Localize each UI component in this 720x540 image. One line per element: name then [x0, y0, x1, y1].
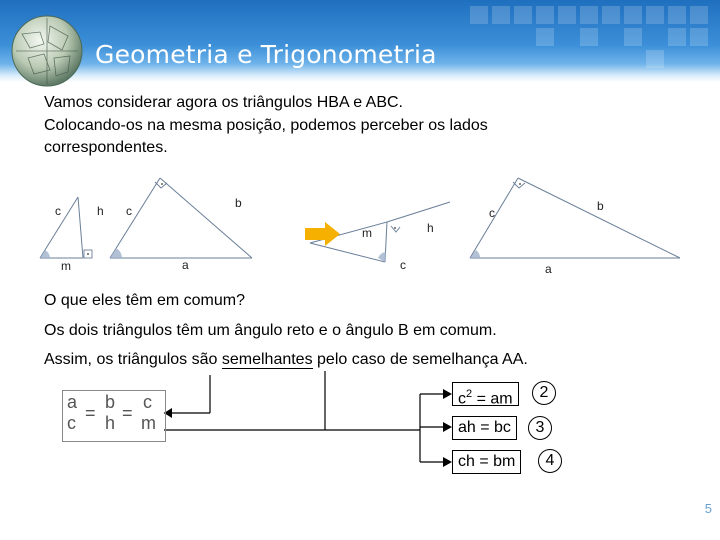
t3-label-m: m	[362, 226, 372, 240]
result-1-post: = am	[472, 390, 513, 408]
conclusion-suffix: pelo caso de semelhança AA.	[312, 351, 528, 368]
result-number-2: 3	[528, 416, 552, 440]
result-2-text: ah = bc	[458, 419, 511, 436]
page-number: 5	[704, 501, 712, 516]
t2-label-a: a	[182, 258, 189, 272]
t4-side-b	[518, 178, 680, 258]
result-1-sup: 2	[466, 388, 473, 400]
t2-label-b: b	[235, 196, 242, 210]
t1-label-m: m	[61, 259, 71, 273]
question-text: O que eles têm em comum?	[44, 292, 245, 309]
ratio-num-3: c	[143, 392, 152, 412]
t4-label-c: c	[489, 206, 495, 220]
t1-label-c: c	[55, 204, 61, 218]
t1-side-h	[78, 197, 83, 258]
ratio-den-2: h	[105, 413, 116, 433]
intro-line-3: correspondentes.	[44, 139, 168, 156]
intro-line-1: Vamos considerar agora os triângulos HBA e ABC.	[44, 94, 403, 111]
ratio-eq-2: =	[122, 403, 133, 423]
result-3-text: ch = bm	[458, 453, 516, 470]
page-title: Geometria e Trigonometria	[95, 40, 437, 69]
t2-side-b	[160, 178, 252, 258]
ratio-den-1: c	[67, 413, 76, 433]
ratio-num-2: b	[105, 392, 116, 412]
ratio-eq-1: =	[85, 403, 96, 423]
ratio-den-3: m	[141, 413, 156, 433]
t4-label-a: a	[545, 262, 552, 276]
conclusion-prefix: Assim, os triângulos são	[44, 351, 222, 368]
t2-label-c: c	[126, 204, 132, 218]
result-box-2	[452, 416, 517, 440]
conclusion-text	[44, 349, 528, 371]
t3-label-h: h	[427, 221, 434, 235]
similar-word: semelhantes	[221, 351, 313, 368]
ratio-num-1: a	[67, 392, 78, 412]
result-1-pre: c	[458, 390, 466, 408]
t2-side-c	[110, 178, 160, 258]
intro-line-2: Colocando-os na mesma posição, podemos perceber os lados	[44, 117, 488, 134]
t3-label-c: c	[400, 258, 406, 272]
header-banner	[0, 0, 720, 82]
t4-label-b: b	[597, 199, 604, 213]
ratio-equation-box	[62, 390, 166, 442]
result-box-1	[452, 382, 519, 406]
globe-logo-icon	[10, 14, 84, 88]
t1-label-h: h	[97, 204, 104, 218]
right-arrow-icon	[305, 222, 340, 246]
result-box-3	[452, 450, 521, 474]
result-number-1: 2	[532, 381, 556, 405]
triangles-figure	[0, 165, 720, 285]
result-number-3: 4	[538, 449, 562, 473]
answer-text: Os dois triângulos têm um ângulo reto e o ângulo B em comum.	[44, 322, 497, 339]
t3-side-h	[387, 202, 450, 222]
